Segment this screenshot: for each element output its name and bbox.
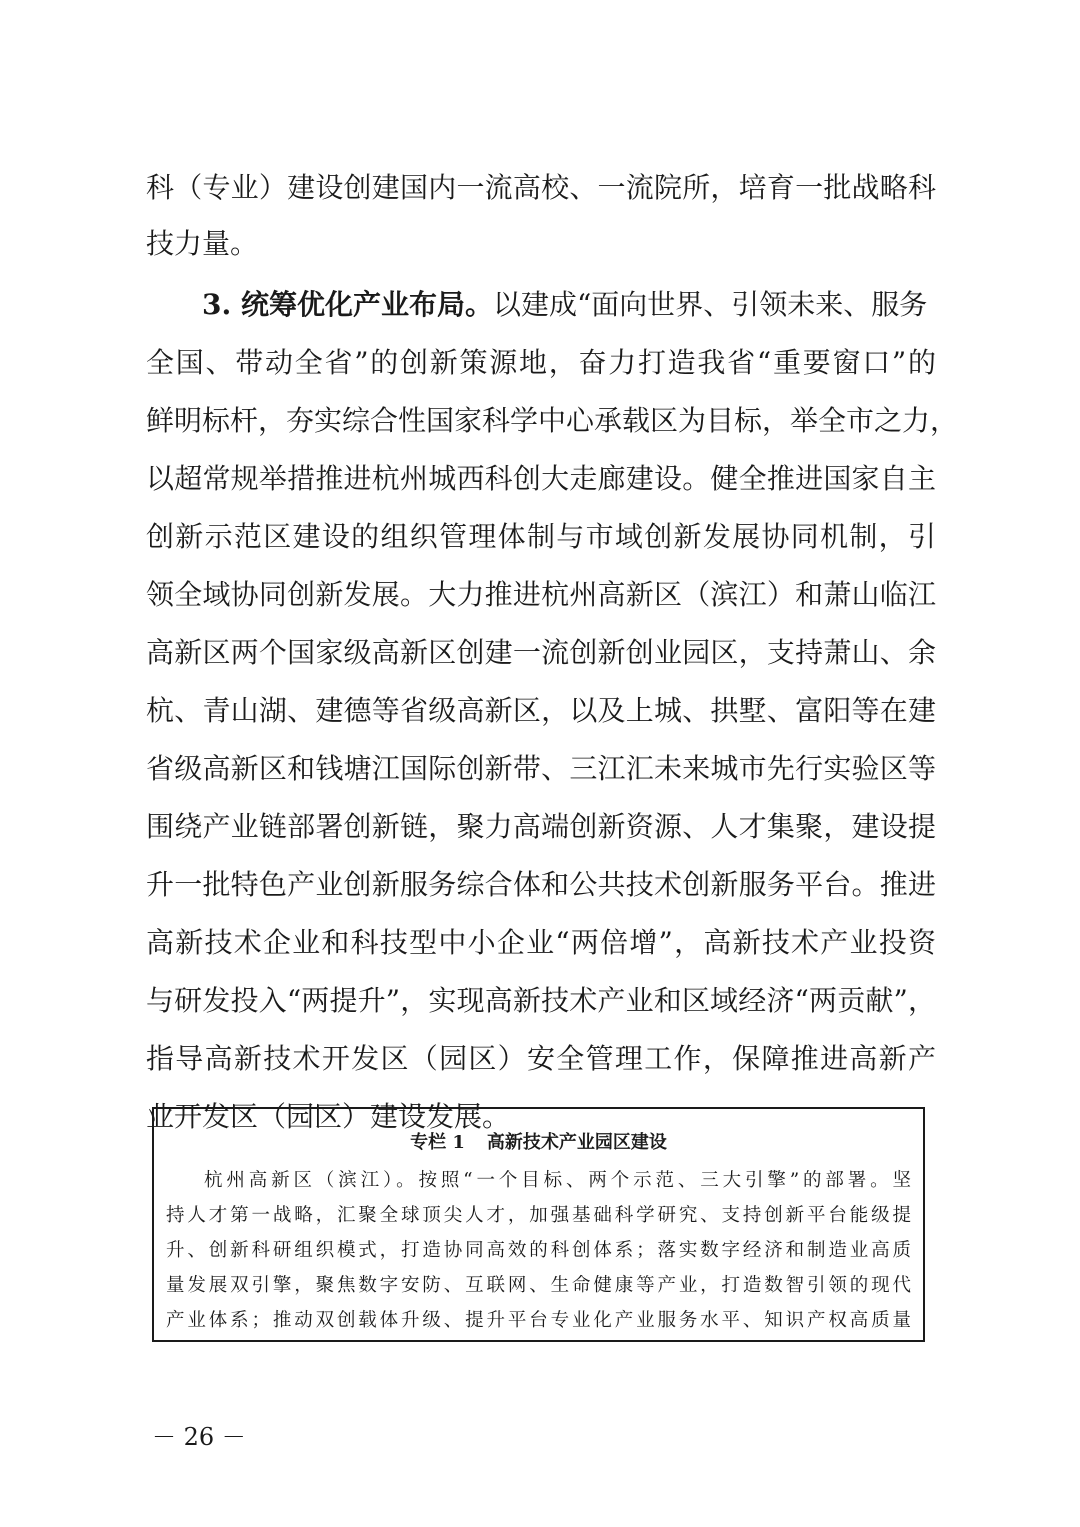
text-line: 领全域协同创新发展。大力推进杭州高新区（滨江）和萧山临江 bbox=[146, 578, 936, 611]
text-line: 省级高新区和钱塘江国际创新带、三江汇未来城市先行实验区等 bbox=[146, 752, 936, 785]
text-line: 鲜明标杆，夯实综合性国家科学中心承载区为目标，举全市之力， bbox=[146, 404, 959, 437]
box-title bbox=[154, 1131, 923, 1155]
box-text-line: 持人才第一战略，汇聚全球顶尖人才，加强基础科学研究、支持创新平台能级提 bbox=[166, 1205, 911, 1226]
paragraph-first-line bbox=[202, 277, 936, 333]
text-line: 指导高新技术开发区（园区）安全管理工作，保障推进高新产 bbox=[146, 1042, 936, 1075]
text-line: 科（专业）建设创建国内一流高校、一流院所，培育一批战略科 bbox=[146, 171, 936, 204]
box-text-line: 杭州高新区（滨江）。按照“一个目标、两个示范、三大引擎”的部署。坚 bbox=[204, 1170, 911, 1191]
text-line: 高新区两个国家级高新区创建一流创新创业园区，支持萧山、余 bbox=[146, 636, 936, 669]
box-text-line: 升、创新科研组织模式，打造协同高效的科创体系；落实数字经济和制造业高质 bbox=[166, 1240, 911, 1261]
page-number: － 26 － bbox=[152, 1423, 246, 1451]
box-heading: 高新技术产业园区建设 bbox=[486, 1132, 667, 1153]
text-line: 高新技术企业和科技型中小企业“两倍增”，高新技术产业投资 bbox=[146, 926, 936, 959]
text-line: 与研发投入“两提升”，实现高新技术产业和区域经济“两贡献”， bbox=[146, 984, 936, 1017]
text-line: 创新示范区建设的组织管理体制与市域创新发展协同机制，引 bbox=[146, 520, 936, 553]
text-line: 升一批特色产业创新服务综合体和公共技术创新服务平台。推进 bbox=[146, 868, 936, 901]
text-line: 围绕产业链部署创新链，聚力高端创新资源、人才集聚，建设提 bbox=[146, 810, 936, 843]
text-line: 全国、带动全省”的创新策源地，奋力打造我省“重要窗口”的 bbox=[146, 346, 936, 379]
text-line: 杭、青山湖、建德等省级高新区，以及上城、拱墅、富阳等在建 bbox=[146, 694, 936, 727]
text-line: 业开发区（园区）建设发展。 bbox=[146, 1100, 511, 1133]
section-heading: 3. 统筹优化产业布局。 bbox=[202, 288, 493, 321]
text-line: 技力量。 bbox=[146, 227, 259, 260]
box-label: 专栏 1 bbox=[410, 1132, 465, 1153]
text-line: 以超常规举措推进杭州城西科创大走廊建设。健全推进国家自主 bbox=[146, 462, 936, 495]
text-span: 以建成“面向世界、引领未来、服务 bbox=[492, 288, 928, 321]
box-text-line: 产业体系；推动双创载体升级、提升平台专业化产业服务水平、知识产权高质量 bbox=[166, 1310, 911, 1331]
box-text-line: 量发展双引擎，聚焦数字安防、互联网、生命健康等产业，打造数智引领的现代 bbox=[166, 1275, 911, 1296]
feature-box bbox=[152, 1107, 925, 1342]
